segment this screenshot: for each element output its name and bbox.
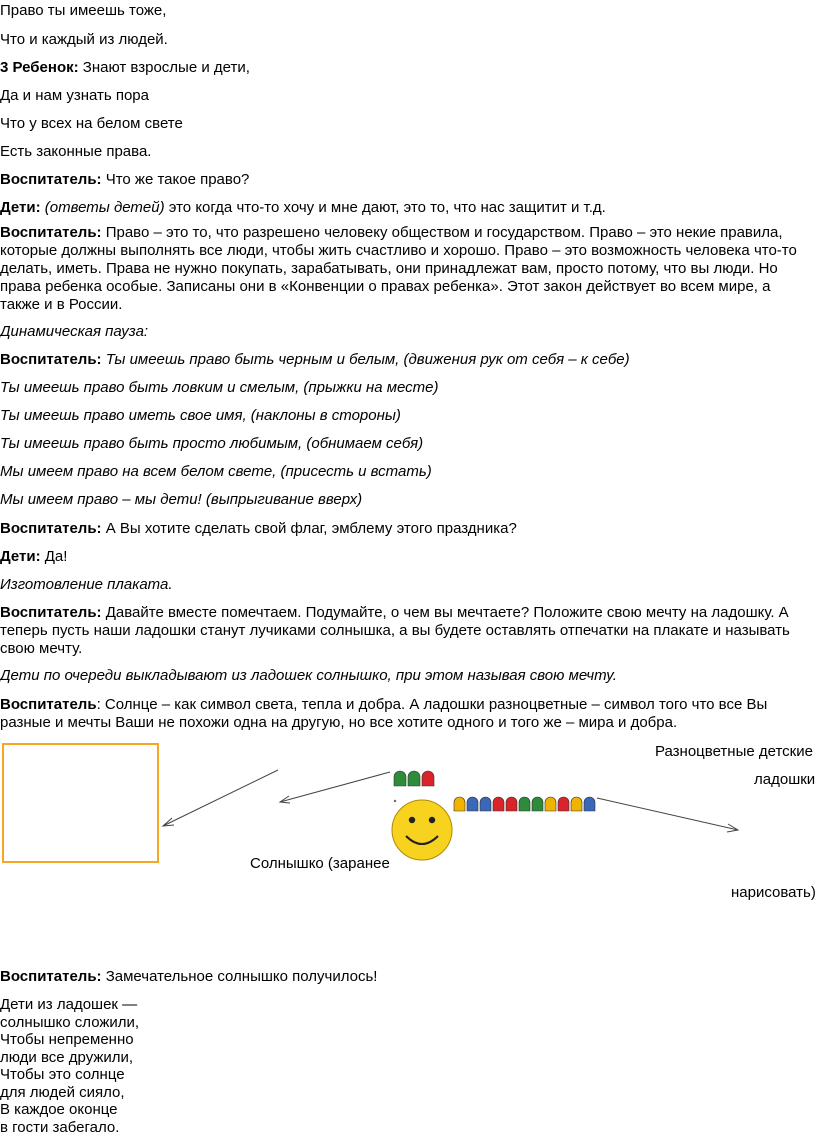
paragraph-right-definition (0, 224, 812, 314)
palm-print-icon (394, 771, 406, 786)
dialog-line (0, 520, 517, 538)
palm-print-icon (558, 797, 569, 811)
section-heading: Изготовление плаката. (0, 576, 173, 593)
arrow-to-poster (163, 770, 278, 826)
palm-print-icon (545, 797, 556, 811)
label-palms: ладошки (754, 771, 816, 788)
stage-note: (ответы детей) (44, 199, 165, 216)
palm-print-icon (422, 771, 434, 786)
sun-eye-left (409, 817, 415, 823)
verse-line: Что и каждый из людей. (0, 31, 168, 48)
verse-line: Что у всех на белом свете (0, 115, 183, 132)
palm-print-icon (480, 797, 491, 811)
paragraph-text: : Солнце – как символ света, тепла и добра. А ладошки разноцветные – символ того что все Вы разные и мечты Ваши не похожи одна на другую, но все хотите одного и того же – мира и добра. (0, 696, 768, 731)
sun-icon (392, 800, 452, 860)
poem-line: в гости забегало. (0, 1118, 120, 1136)
paragraph-text: Право – это то, что разрешено человеку обществом и государством. Право – это некие правила, которые должны выполнять все люди, чтобы жить счастливо и хорошо. Право – это возможность человека что-то делать, иметь. Права не нужно покупать, зарабатывать, они принадлежат вам, просто потому, что вы люди. Но права ребенка особые. Записаны они в «Конвенции о правах ребенка». Этот закон действует во всем мире, а также и в России. (0, 224, 797, 313)
sun-smile (406, 836, 438, 844)
speaker-label: Воспитатель: (0, 604, 102, 621)
palm-print-icon (408, 771, 420, 786)
palm-print-icon (571, 797, 582, 811)
speaker-label: Дети: (0, 548, 41, 565)
speaker-label: Воспитатель: (0, 520, 102, 537)
poem (0, 996, 139, 1136)
dialog-text: А Вы хотите сделать свой флаг, эмблему этого праздника? (101, 520, 517, 537)
dialog-line (0, 351, 630, 369)
stage-direction: Дети по очереди выкладывают из ладошек солнышко, при этом называя свою мечту. (0, 667, 617, 684)
palm-print-icon (493, 797, 504, 811)
palm-print-icon (506, 797, 517, 811)
sun-eye-right (429, 817, 435, 823)
verse-line: Да и нам узнать пора (0, 87, 149, 104)
palms-row-top (394, 771, 434, 786)
dialog-text: Да! (40, 548, 68, 565)
section-heading: Динамическая пауза: (0, 323, 149, 340)
poem-line: для людей сияло, (0, 1083, 125, 1101)
palms-row-right (454, 797, 595, 811)
poster-frame (3, 744, 158, 862)
dialog-text: Замечательное солнышко получилось! (101, 968, 378, 985)
dialog-line (0, 548, 67, 566)
exercise-line: Мы имеем право – мы дети! (выпрыгивание вверх) (0, 491, 363, 508)
dialog-text: это когда что-то хочу и мне дают, это то, что нас защитит и т.д. (164, 199, 606, 216)
speaker-label: Дети: (0, 199, 41, 216)
poem-line: Дети из ладошек — (0, 996, 138, 1013)
label-palms: Разноцветные детские (655, 743, 813, 760)
verse-line: Есть законные права. (0, 143, 152, 160)
label-sun: Солнышко (заранее (250, 855, 390, 872)
palm-print-icon (532, 797, 543, 811)
arrow-to-sun (280, 772, 390, 802)
exercise-line: Ты имеешь право быть просто любимым, (обнимаем себя) (0, 435, 424, 452)
paragraph-dream (0, 604, 812, 658)
speaker-label: Воспитатель: (0, 968, 102, 985)
palm-print-icon (519, 797, 530, 811)
exercise-line: Ты имеешь право иметь свое имя, (наклоны в стороны) (0, 407, 401, 424)
verse-line (0, 59, 250, 77)
palm-print-icon (454, 797, 465, 811)
speaker-label: Воспитатель: (0, 171, 102, 188)
dialog-line (0, 199, 606, 217)
dialog-text: Ты имеешь право быть черным и белым, (движения рук от себя – к себе) (101, 351, 630, 368)
label-sun: нарисовать) (731, 884, 816, 901)
paragraph-text: Давайте вместе помечтаем. Подумайте, о чем вы мечтаете? Положите свою мечту на ладошку. А теперь пусть наши ладошки станут лучиками солнышка, а вы будете оставлять отпечатки на плакате и называть свою мечту. (0, 604, 790, 657)
palm-print-icon (584, 797, 595, 811)
poem-line: солнышко сложили, (0, 1013, 140, 1031)
speaker-label: Воспитатель (0, 696, 97, 713)
speaker-label: 3 Ребенок: (0, 59, 79, 76)
poem-line: Чтобы это солнце (0, 1066, 125, 1083)
speaker-label: Воспитатель: (0, 224, 102, 241)
verse-line: Право ты имеешь тоже, (0, 2, 167, 19)
exercise-line: Ты имеешь право быть ловким и смелым, (прыжки на месте) (0, 379, 439, 396)
exercise-line: Мы имеем право на всем белом свете, (присесть и встать) (0, 463, 432, 480)
dialog-line (0, 968, 377, 986)
paragraph-symbol (0, 696, 812, 732)
poem-line: люди все дружили, (0, 1048, 134, 1066)
arrow-to-palms-label (597, 798, 738, 830)
poem-line: В каждое оконце (0, 1101, 118, 1118)
verse-text: Знают взрослые и дети, (78, 59, 250, 76)
dialog-text: Что же такое право? (101, 171, 250, 188)
palm-print-icon (467, 797, 478, 811)
speaker-label: Воспитатель: (0, 351, 102, 368)
poem-line: Чтобы непременно (0, 1031, 134, 1048)
dialog-line (0, 171, 249, 189)
